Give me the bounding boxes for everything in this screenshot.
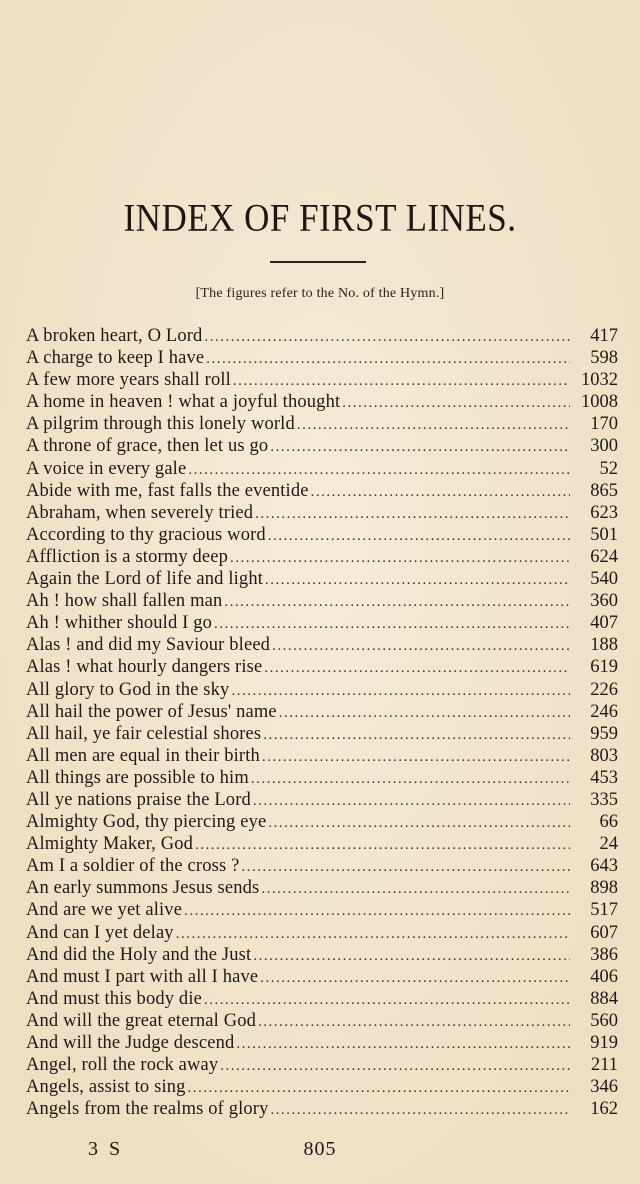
hymn-number: 335 <box>590 789 618 810</box>
hymn-number: 1008 <box>581 392 618 413</box>
index-entry <box>26 1010 618 1032</box>
hymn-number: 406 <box>590 966 618 987</box>
hymn-number: 360 <box>590 591 618 612</box>
index-entry <box>26 833 618 855</box>
first-line-text: And will the great eternal God <box>26 1010 257 1031</box>
index-entry <box>26 612 618 634</box>
first-line-text: Angels, assist to sing <box>26 1077 186 1098</box>
first-line-text: Am I a soldier of the cross ? <box>26 856 240 877</box>
index-entry <box>26 944 618 966</box>
dot-leader <box>204 989 570 1011</box>
first-line-text: All ye nations praise the Lord <box>26 789 251 810</box>
index-entry <box>26 679 618 701</box>
first-line-text: A few more years shall roll <box>26 370 231 391</box>
index-entry <box>26 502 618 524</box>
index-entry <box>26 413 618 435</box>
index-entry <box>26 480 618 502</box>
hymn-number: 803 <box>590 745 618 766</box>
hymn-number: 919 <box>590 1033 618 1053</box>
hymn-number: 346 <box>590 1077 618 1098</box>
first-line-text: All hail the power of Jesus' name <box>26 701 277 722</box>
dot-leader <box>270 436 570 458</box>
dot-leader <box>251 768 570 790</box>
hymn-number: 643 <box>590 856 618 877</box>
index-entry <box>26 701 618 723</box>
index-entry <box>26 458 618 480</box>
hymn-number: 619 <box>590 657 618 678</box>
hymn-number: 517 <box>590 900 618 921</box>
page-number: 805 <box>303 1138 337 1160</box>
hymn-number: 623 <box>590 502 618 523</box>
index-entry <box>26 723 618 745</box>
dot-leader <box>241 856 570 878</box>
hymn-number: 24 <box>599 834 618 855</box>
hymn-number: 211 <box>590 1055 618 1076</box>
hymn-number: 188 <box>590 635 618 656</box>
index-entry <box>26 435 618 457</box>
index-entry <box>26 877 618 899</box>
index-entry <box>26 391 618 413</box>
index-entry <box>26 369 618 391</box>
dot-leader <box>206 348 570 370</box>
hymn-number: 246 <box>590 701 618 722</box>
dot-leader <box>176 923 570 945</box>
first-line-text: Ah ! how shall fallen man <box>26 591 223 612</box>
index-entry <box>26 524 618 546</box>
dot-leader <box>279 702 570 724</box>
index-entry <box>26 966 618 988</box>
dot-leader <box>265 569 570 591</box>
first-line-text: A home in heaven ! what a joyful thought <box>26 392 341 413</box>
first-line-text: A pilgrim through this lonely world <box>26 414 295 435</box>
index-entry <box>26 1076 618 1098</box>
dot-leader <box>272 635 570 657</box>
dot-leader <box>184 900 570 922</box>
first-line-text: Angels from the realms of glory <box>26 1099 269 1120</box>
dot-leader <box>271 1099 570 1121</box>
index-entry <box>26 568 618 590</box>
dot-leader <box>260 967 570 989</box>
hymn-number: 884 <box>590 988 618 1009</box>
index-entry <box>26 1032 618 1054</box>
dot-leader <box>236 1033 570 1055</box>
hymn-number: 598 <box>590 348 618 369</box>
index-entry <box>26 634 618 656</box>
hymn-number: 170 <box>590 414 618 435</box>
index-entry <box>26 347 618 369</box>
hymn-number: 959 <box>590 723 618 744</box>
hymn-number: 407 <box>590 613 618 634</box>
hymn-number: 417 <box>590 326 618 346</box>
dot-leader <box>253 790 570 812</box>
first-line-text: And can I yet delay <box>26 922 174 943</box>
first-line-text: Affliction is a stormy deep <box>26 546 229 567</box>
index-entry <box>26 988 618 1010</box>
dot-leader <box>220 1055 570 1077</box>
first-line-text: All things are possible to him <box>26 767 249 788</box>
dot-leader <box>188 459 570 481</box>
dot-leader <box>268 525 570 547</box>
hymn-number: 162 <box>590 1099 618 1120</box>
first-line-text: According to thy gracious word <box>26 524 266 545</box>
first-line-text: All glory to God in the sky <box>26 679 230 700</box>
hymn-number: 607 <box>590 922 618 943</box>
index-entry <box>26 325 618 347</box>
title-rule <box>270 261 366 263</box>
hymn-number: 898 <box>590 878 618 899</box>
dot-leader <box>255 503 570 525</box>
hymn-number: 453 <box>590 767 618 788</box>
first-line-text: And must I part with all I have <box>26 966 259 987</box>
dot-leader <box>297 414 570 436</box>
dot-leader <box>195 834 570 856</box>
dot-leader <box>311 481 570 503</box>
index-entry <box>26 745 618 767</box>
hymn-number: 865 <box>590 480 618 501</box>
index-entry <box>26 546 618 568</box>
first-line-text: A throne of grace, then let us go <box>26 436 269 457</box>
hymn-number: 386 <box>590 944 618 965</box>
dot-leader <box>214 613 570 635</box>
dot-leader <box>268 812 570 834</box>
index-list <box>26 325 618 1120</box>
hymn-number: 624 <box>590 546 618 567</box>
index-entry <box>26 811 618 833</box>
first-line-text: Ah ! whither should I go <box>26 613 213 634</box>
first-line-text: Abide with me, fast falls the eventide <box>26 480 309 501</box>
dot-leader <box>224 591 570 613</box>
first-line-text: Angel, roll the rock away <box>26 1055 219 1076</box>
hymn-number: 226 <box>590 679 618 700</box>
first-line-text: All men are equal in their birth <box>26 745 260 766</box>
first-line-text: Alas ! what hourly dangers rise <box>26 657 263 678</box>
page-title: INDEX OF FIRST LINES. <box>123 195 517 240</box>
first-line-text: A broken heart, O Lord <box>26 326 203 346</box>
hymn-number: 66 <box>599 812 618 833</box>
index-entry <box>26 1054 618 1076</box>
first-line-text: And are we yet alive <box>26 900 183 921</box>
index-entry <box>26 855 618 877</box>
first-line-text: A voice in every gale <box>26 458 187 479</box>
first-line-text: Alas ! and did my Saviour bleed <box>26 635 271 656</box>
hymn-number: 52 <box>599 458 618 479</box>
index-entry <box>26 789 618 811</box>
index-entry <box>26 1098 618 1120</box>
index-entry <box>26 899 618 921</box>
first-line-text: And did the Holy and the Just <box>26 944 252 965</box>
index-entry <box>26 656 618 678</box>
first-line-text: An early summons Jesus sends <box>26 878 260 899</box>
hymn-number: 501 <box>590 524 618 545</box>
dot-leader <box>230 547 570 569</box>
first-line-text: Again the Lord of life and light <box>26 569 264 590</box>
first-line-text: A charge to keep I have <box>26 348 205 369</box>
index-entry <box>26 590 618 612</box>
dot-leader <box>204 326 570 348</box>
dot-leader <box>264 657 570 679</box>
hymn-number: 1032 <box>581 370 618 391</box>
dot-leader <box>342 392 570 414</box>
dot-leader <box>262 746 570 768</box>
first-line-text: Abraham, when severely tried <box>26 502 254 523</box>
first-line-text: All hail, ye fair celestial shores <box>26 723 262 744</box>
signature-mark: 3 S <box>88 1138 124 1160</box>
hymn-number: 540 <box>590 569 618 590</box>
dot-leader <box>233 370 570 392</box>
hymn-number: 560 <box>590 1010 618 1031</box>
first-line-text: Almighty God, thy piercing eye <box>26 812 267 833</box>
first-line-text: And must this body die <box>26 988 202 1009</box>
index-entry <box>26 767 618 789</box>
dot-leader <box>258 1011 570 1033</box>
dot-leader <box>261 878 570 900</box>
first-line-text: And will the Judge descend <box>26 1033 235 1053</box>
index-note: [The figures refer to the No. of the Hymn.] <box>195 286 445 301</box>
dot-leader <box>188 1077 570 1099</box>
index-entry <box>26 922 618 944</box>
dot-leader <box>263 724 570 746</box>
first-line-text: Almighty Maker, God <box>26 834 194 855</box>
hymn-number: 300 <box>590 436 618 457</box>
dot-leader <box>231 680 570 702</box>
dot-leader <box>253 945 570 967</box>
